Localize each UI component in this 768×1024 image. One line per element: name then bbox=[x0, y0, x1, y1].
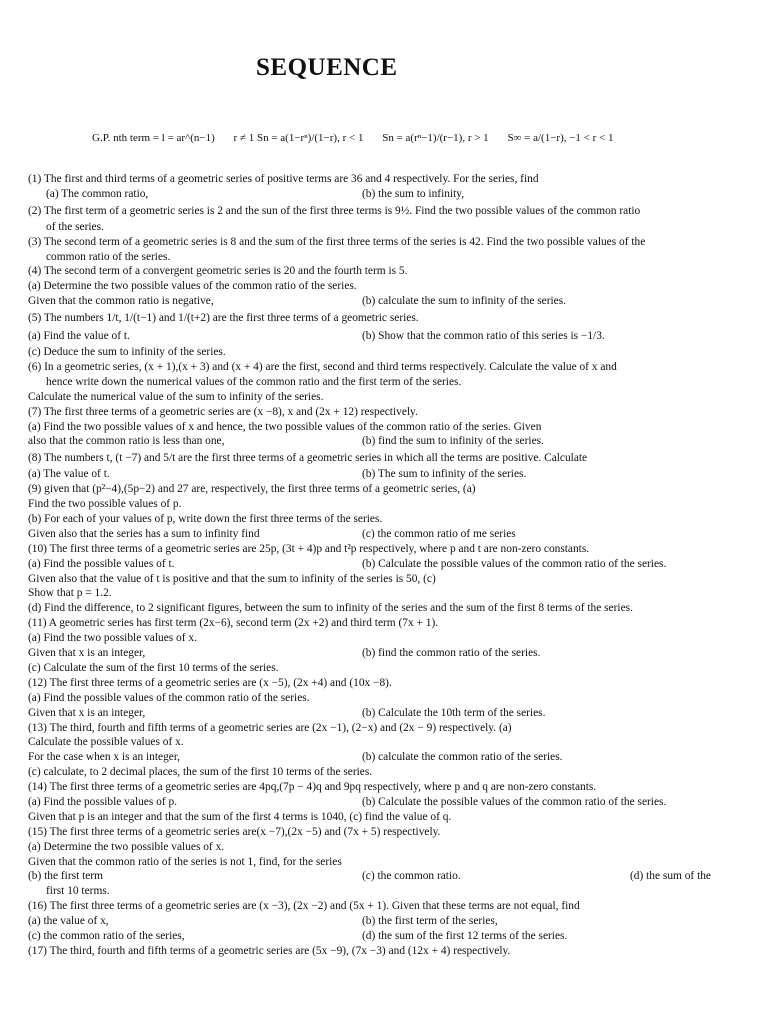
question-list bbox=[28, 172, 742, 959]
question-line bbox=[28, 765, 742, 780]
line-text: common ratio of the series. bbox=[46, 250, 171, 263]
line-text: For the case when x is an integer, bbox=[28, 751, 181, 764]
question-line bbox=[28, 345, 742, 360]
line-text: (a) Find the two possible values of x and hence, the two possible values of the common ratio of the series. Given bbox=[28, 420, 542, 433]
line-text-col2: (b) calculate the sum to infinity of the series. bbox=[362, 295, 567, 308]
line-text-col2: (b) the sum to infinity, bbox=[362, 187, 465, 200]
line-text: (c) Calculate the sum of the first 10 terms of the series. bbox=[28, 661, 279, 674]
line-text: (a) Find the two possible values of x. bbox=[28, 632, 197, 645]
line-text: (10) The first three terms of a geometric series are 25p, (3t + 4)p and t²p respectively, where p and t are non-zero constants. bbox=[28, 542, 590, 555]
line-text-col2: (b) The sum to infinity of the series. bbox=[362, 468, 527, 481]
question-line bbox=[28, 264, 742, 279]
question-line bbox=[28, 750, 742, 765]
question-line bbox=[28, 360, 742, 375]
question-line bbox=[28, 646, 742, 661]
question-line bbox=[28, 557, 742, 572]
line-text: (a) Find the value of t. bbox=[28, 330, 130, 343]
question-line bbox=[28, 512, 742, 527]
formula-sum-r-greater: Sn = a(rⁿ−1)/(r−1), r > 1 bbox=[382, 132, 489, 144]
line-text: (a) Determine the two possible values of x. bbox=[28, 840, 225, 853]
line-text: Given that p is an integer and that the sum of the first 4 terms is 1040, (c) find the value of q. bbox=[28, 810, 452, 823]
line-text: Given that x is an integer, bbox=[28, 647, 146, 660]
line-text: Calculate the possible values of x. bbox=[28, 736, 184, 749]
question-line bbox=[28, 721, 742, 736]
formula-row bbox=[92, 132, 630, 144]
question-line bbox=[28, 944, 742, 959]
question-line bbox=[28, 294, 742, 309]
formula-nth-term: G.P. nth term = l = ar^(n−1) bbox=[92, 132, 215, 144]
line-text: (11) A geometric series has first term (2x−6), second term (2x +2) and third term (7x + 1). bbox=[28, 617, 439, 630]
question-line bbox=[28, 390, 742, 405]
line-text: (2) The first term of a geometric series is 2 and the sun of the first three terms is 9½. Find the two possible values of the common ratio bbox=[28, 204, 641, 217]
question-line bbox=[28, 810, 742, 825]
question-line bbox=[28, 676, 742, 691]
line-text-col2: (b) the first term of the series, bbox=[362, 915, 498, 928]
line-text: (a) The common ratio, bbox=[46, 187, 149, 200]
question-line bbox=[28, 691, 742, 706]
question-line bbox=[28, 482, 742, 497]
line-text: (a) Find the possible values of t. bbox=[28, 557, 175, 570]
line-text: Calculate the numerical value of the sum to infinity of the series. bbox=[28, 390, 324, 403]
question-line bbox=[28, 449, 742, 467]
line-text: (1) The first and third terms of a geometric series of positive terms are 36 and 4 respectively. For the series, find bbox=[28, 173, 539, 185]
question-line bbox=[28, 929, 742, 944]
line-text: (12) The first three terms of a geometric series are (x −5), (2x +4) and (10x −8). bbox=[28, 676, 392, 689]
question-line bbox=[28, 187, 742, 202]
question-line bbox=[28, 586, 742, 601]
question-line bbox=[28, 220, 742, 235]
line-text: (14) The first three terms of a geometric series are 4pq,(7p − 4)q and 9pq respectively, where p and q are non-zero constants. bbox=[28, 781, 597, 794]
line-text: (a) The value of t. bbox=[28, 468, 110, 481]
line-text: (9) given that (p²−4),(5p−2) and 27 are, respectively, the first three terms of a geometric series, (a) bbox=[28, 483, 476, 496]
line-text-col2: (b) Calculate the possible values of the common ratio of the series. bbox=[362, 557, 667, 570]
question-line bbox=[28, 250, 742, 265]
question-line bbox=[28, 497, 742, 512]
line-text: (d) Find the difference, to 2 significant figures, between the sum to infinity of the series and the sum of the first 8 terms of the series. bbox=[28, 602, 633, 615]
question-line bbox=[28, 735, 742, 750]
question-line bbox=[28, 601, 742, 616]
question-line bbox=[28, 616, 742, 631]
question-line bbox=[28, 869, 742, 884]
line-text-col2: (b) find the sum to infinity of the series. bbox=[362, 435, 544, 448]
question-line bbox=[28, 914, 742, 929]
line-text-col2: (b) calculate the common ratio of the series. bbox=[362, 751, 563, 764]
line-text: Show that p = 1.2. bbox=[28, 587, 112, 600]
line-text: of the series. bbox=[46, 220, 104, 233]
line-text-col2: (b) Calculate the 10th term of the series. bbox=[362, 706, 546, 719]
line-text: (c) calculate, to 2 decimal places, the sum of the first 10 terms of the series. bbox=[28, 766, 373, 779]
line-text-col2: (b) find the common ratio of the series. bbox=[362, 647, 541, 660]
question-line bbox=[28, 706, 742, 721]
question-line bbox=[28, 375, 742, 390]
page-title: SEQUENCE bbox=[256, 54, 398, 81]
line-text: (c) Deduce the sum to infinity of the series. bbox=[28, 346, 226, 359]
question-line bbox=[28, 795, 742, 810]
question-line bbox=[28, 202, 742, 220]
line-text-col2: (b) Show that the common ratio of this series is −1/3. bbox=[362, 330, 605, 343]
line-text-col2: (d) the sum of the first 12 terms of the series. bbox=[362, 929, 568, 942]
line-text: (a) Find the possible values of p. bbox=[28, 795, 178, 808]
line-text: (16) The first three terms of a geometric series are (x −3), (2x −2) and (5x + 1). Given that these terms are not equal, find bbox=[28, 900, 580, 913]
line-text: (a) the value of x, bbox=[28, 915, 109, 928]
line-text: Given also that the series has a sum to infinity find bbox=[28, 527, 260, 540]
line-text: Given that the common ratio of the series is not 1, find, for the series bbox=[28, 855, 342, 868]
line-text: (3) The second term of a geometric series is 8 and the sum of the first three terms of the series is 42. Find the two possible values of the bbox=[28, 235, 646, 248]
line-text: Given that the common ratio is negative, bbox=[28, 295, 214, 308]
line-text: (c) the common ratio of the series, bbox=[28, 929, 185, 942]
question-line bbox=[28, 420, 742, 435]
question-line bbox=[28, 855, 742, 870]
question-line bbox=[28, 527, 742, 542]
line-text-col2: (b) Calculate the possible values of the common ratio of the series. bbox=[362, 795, 667, 808]
question-line bbox=[28, 542, 742, 557]
line-text: hence write down the numerical values of the common ratio and the first term of the series. bbox=[46, 375, 462, 388]
line-text: (a) Find the possible values of the common ratio of the series. bbox=[28, 691, 310, 704]
line-text: Given that x is an integer, bbox=[28, 706, 146, 719]
question-line bbox=[28, 825, 742, 840]
line-text-col3: (d) the sum of the bbox=[630, 870, 711, 883]
question-line bbox=[28, 279, 742, 294]
question-line bbox=[28, 405, 742, 420]
line-text: (15) The first three terms of a geometric series are(x −7),(2x −5) and (7x + 5) respectively. bbox=[28, 825, 441, 838]
line-text-col2: (c) the common ratio. bbox=[362, 870, 461, 883]
question-line bbox=[28, 884, 742, 899]
question-line bbox=[28, 899, 742, 914]
question-line bbox=[28, 235, 742, 250]
question-line bbox=[28, 327, 742, 345]
question-line bbox=[28, 572, 742, 587]
question-line bbox=[28, 661, 742, 676]
line-text: (13) The third, fourth and fifth terms of a geometric series are (2x −1), (2−x) and (2x − 9) respectively. (a) bbox=[28, 721, 512, 734]
question-line bbox=[28, 172, 742, 187]
question-line bbox=[28, 780, 742, 795]
line-text: (4) The second term of a convergent geometric series is 20 and the fourth term is 5. bbox=[28, 265, 408, 278]
formula-sum-infinity: S∞ = a/(1−r), −1 < r < 1 bbox=[507, 132, 614, 144]
line-text: first 10 terms. bbox=[46, 885, 110, 898]
line-text: (b) the first term bbox=[28, 870, 103, 883]
line-text-col2: (c) the common ratio of me series bbox=[362, 527, 516, 540]
line-text: (17) The third, fourth and fifth terms of a geometric series are (5x −9), (7x −3) and (12x + 4) respectively. bbox=[28, 944, 511, 957]
line-text: (6) In a geometric series, (x + 1),(x + 3) and (x + 4) are the first, second and third terms respectively. Calculate the value of x and bbox=[28, 361, 617, 374]
formula-sum-r-less: r ≠ 1 Sn = a(1−rⁿ)/(1−r), r < 1 bbox=[233, 132, 364, 144]
line-text: Given also that the value of t is positive and that the sum to infinity of the series is 50, (c) bbox=[28, 572, 436, 585]
line-text: (b) For each of your values of p, write down the first three terms of the series. bbox=[28, 513, 383, 526]
line-text: (8) The numbers t, (t −7) and 5/t are the first three terms of a geometric series in which all the terms are positive. Calculate bbox=[28, 452, 588, 465]
question-line bbox=[28, 309, 742, 327]
line-text: (5) The numbers 1/t, 1/(t−1) and 1/(t+2) are the first three terms of a geometric series. bbox=[28, 312, 419, 325]
question-line bbox=[28, 840, 742, 855]
question-line bbox=[28, 631, 742, 646]
line-text: (a) Determine the two possible values of the common ratio of the series. bbox=[28, 280, 357, 293]
line-text: also that the common ratio is less than one, bbox=[28, 435, 225, 448]
question-line bbox=[28, 467, 742, 482]
question-line bbox=[28, 434, 742, 449]
line-text: Find the two possible values of p. bbox=[28, 498, 182, 511]
line-text: (7) The first three terms of a geometric series are (x −8), x and (2x + 12) respectively. bbox=[28, 405, 418, 418]
